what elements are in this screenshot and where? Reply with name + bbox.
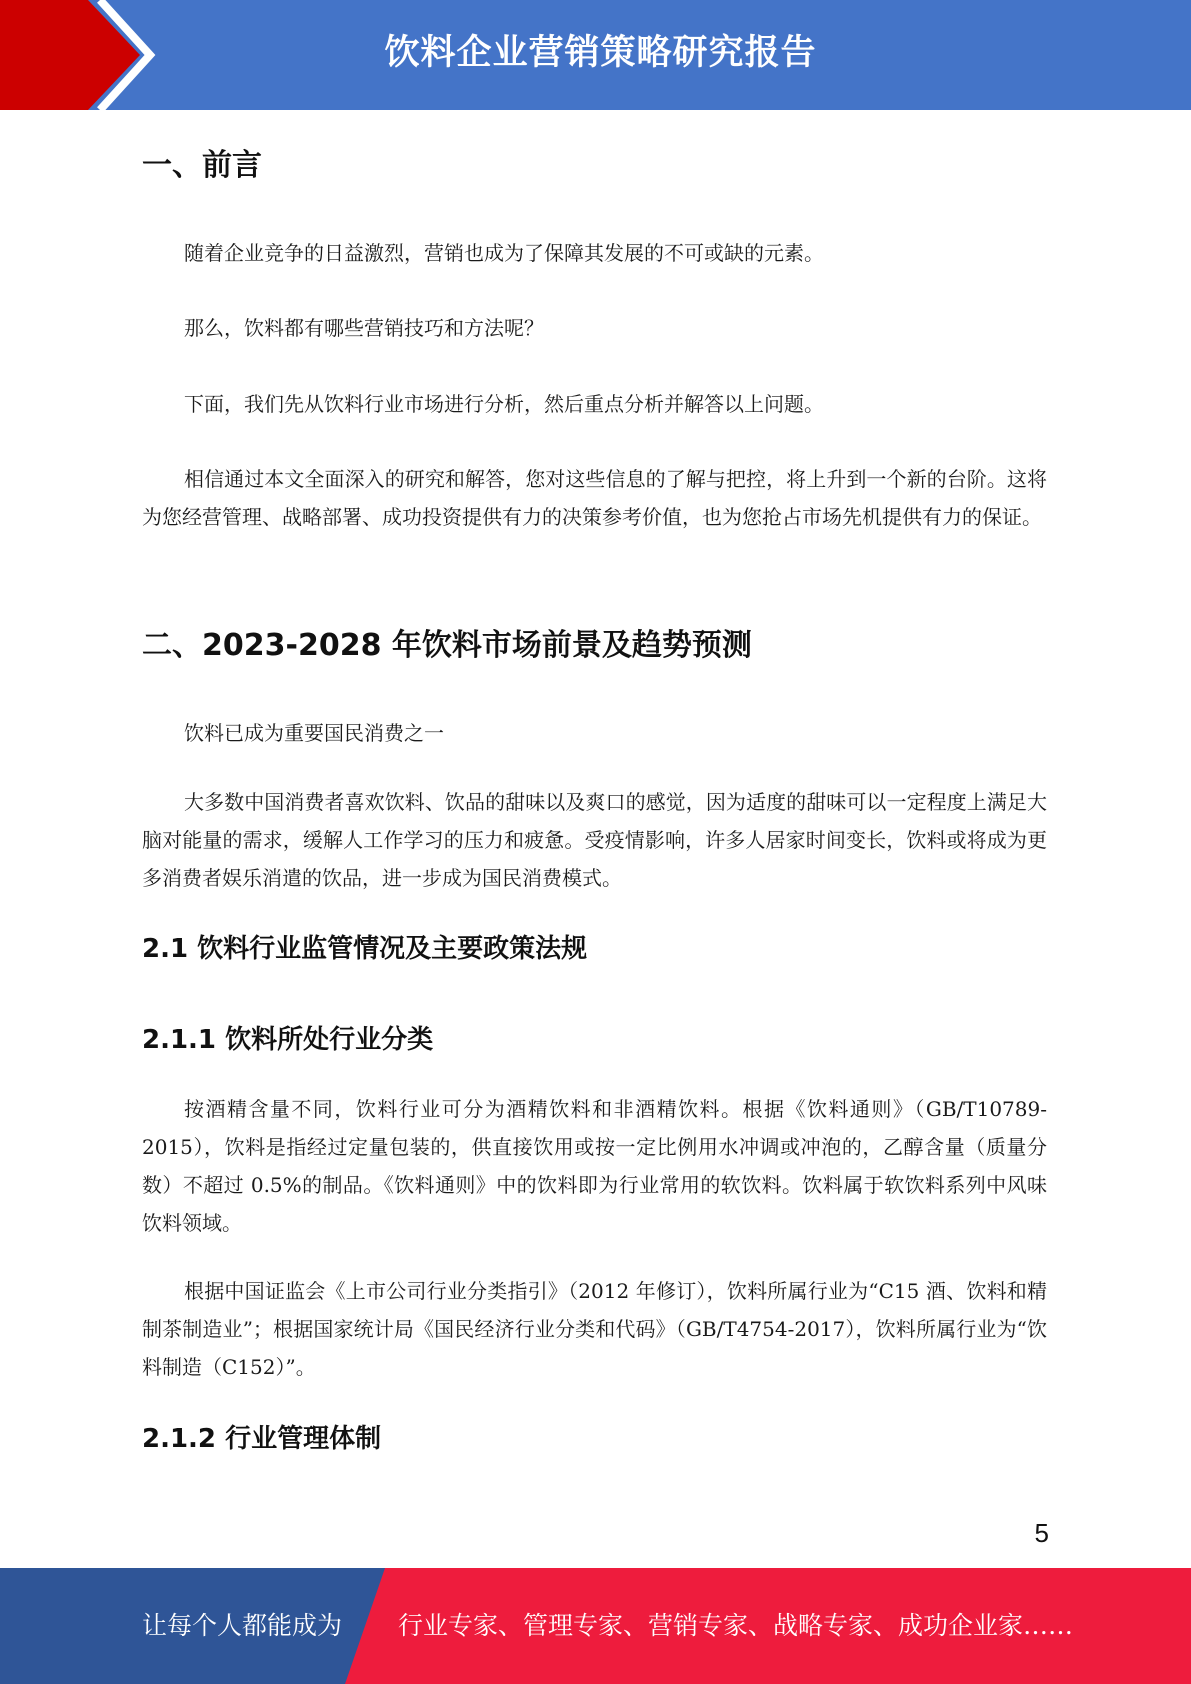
footer-slogan-left: 让每个人都能成为	[142, 1611, 343, 1640]
footer-slogan-right: 行业专家、管理专家、营销专家、战略专家、成功企业家……	[398, 1611, 1074, 1640]
page-number: 5	[1034, 1518, 1049, 1548]
paragraph: 按酒精含量不同，饮料行业可分为酒精饮料和非酒精饮料。根据《饮料通则》（GB/T10789-2015），饮料是指经过定量包装的，供直接饮用或按一定比例用水冲调或冲泡的，乙醇含量（质量分数）不超过 0.5%的制品。《饮料通则》中的饮料即为行业常用的软饮料。饮料属于软饮料系列中风味饮料领域。	[142, 1097, 1047, 1235]
subsection-heading-management-system: 2.1.2 行业管理体制	[142, 1424, 382, 1454]
report-title: 饮料企业营销策略研究报告	[384, 33, 817, 73]
footer-banner	[0, 1568, 1191, 1684]
subsection-heading-regulation: 2.1 饮料行业监管情况及主要政策法规	[142, 934, 588, 964]
paragraph: 那么，饮料都有哪些营销技巧和方法呢？	[184, 316, 544, 340]
paragraph: 大多数中国消费者喜欢饮料、饮品的甜味以及爽口的感觉，因为适度的甜味可以一定程度上满足大脑对能量的需求，缓解人工作学习的压力和疲惫。受疫情影响，许多人居家时间变长，饮料或将成为更多消费者娱乐消遣的饮品，进一步成为国民消费模式。	[142, 790, 1047, 890]
section-heading-preface: 一、前言	[142, 148, 262, 183]
subsection-heading-classification: 2.1.1 饮料所处行业分类	[142, 1025, 434, 1055]
paragraph: 下面，我们先从饮料行业市场进行分析，然后重点分析并解答以上问题。	[184, 392, 824, 416]
paragraph: 相信通过本文全面深入的研究和解答，您对这些信息的了解与把控，将上升到一个新的台阶。这将为您经营管理、战略部署、成功投资提供有力的决策参考价值，也为您抢占市场先机提供有力的保证。	[142, 467, 1047, 529]
paragraph: 随着企业竞争的日益激烈，营销也成为了保障其发展的不可或缺的元素。	[184, 241, 824, 265]
section-heading-market-forecast: 二、2023-2028 年饮料市场前景及趋势预测	[142, 628, 752, 663]
paragraph: 饮料已成为重要国民消费之一	[184, 721, 444, 745]
paragraph: 根据中国证监会《上市公司行业分类指引》（2012 年修订），饮料所属行业为“C15 酒、饮料和精制茶制造业”；根据国家统计局《国民经济行业分类和代码》（GB/T4754-2017），饮料所属行业为“饮料制造（C152）”。	[142, 1279, 1047, 1379]
